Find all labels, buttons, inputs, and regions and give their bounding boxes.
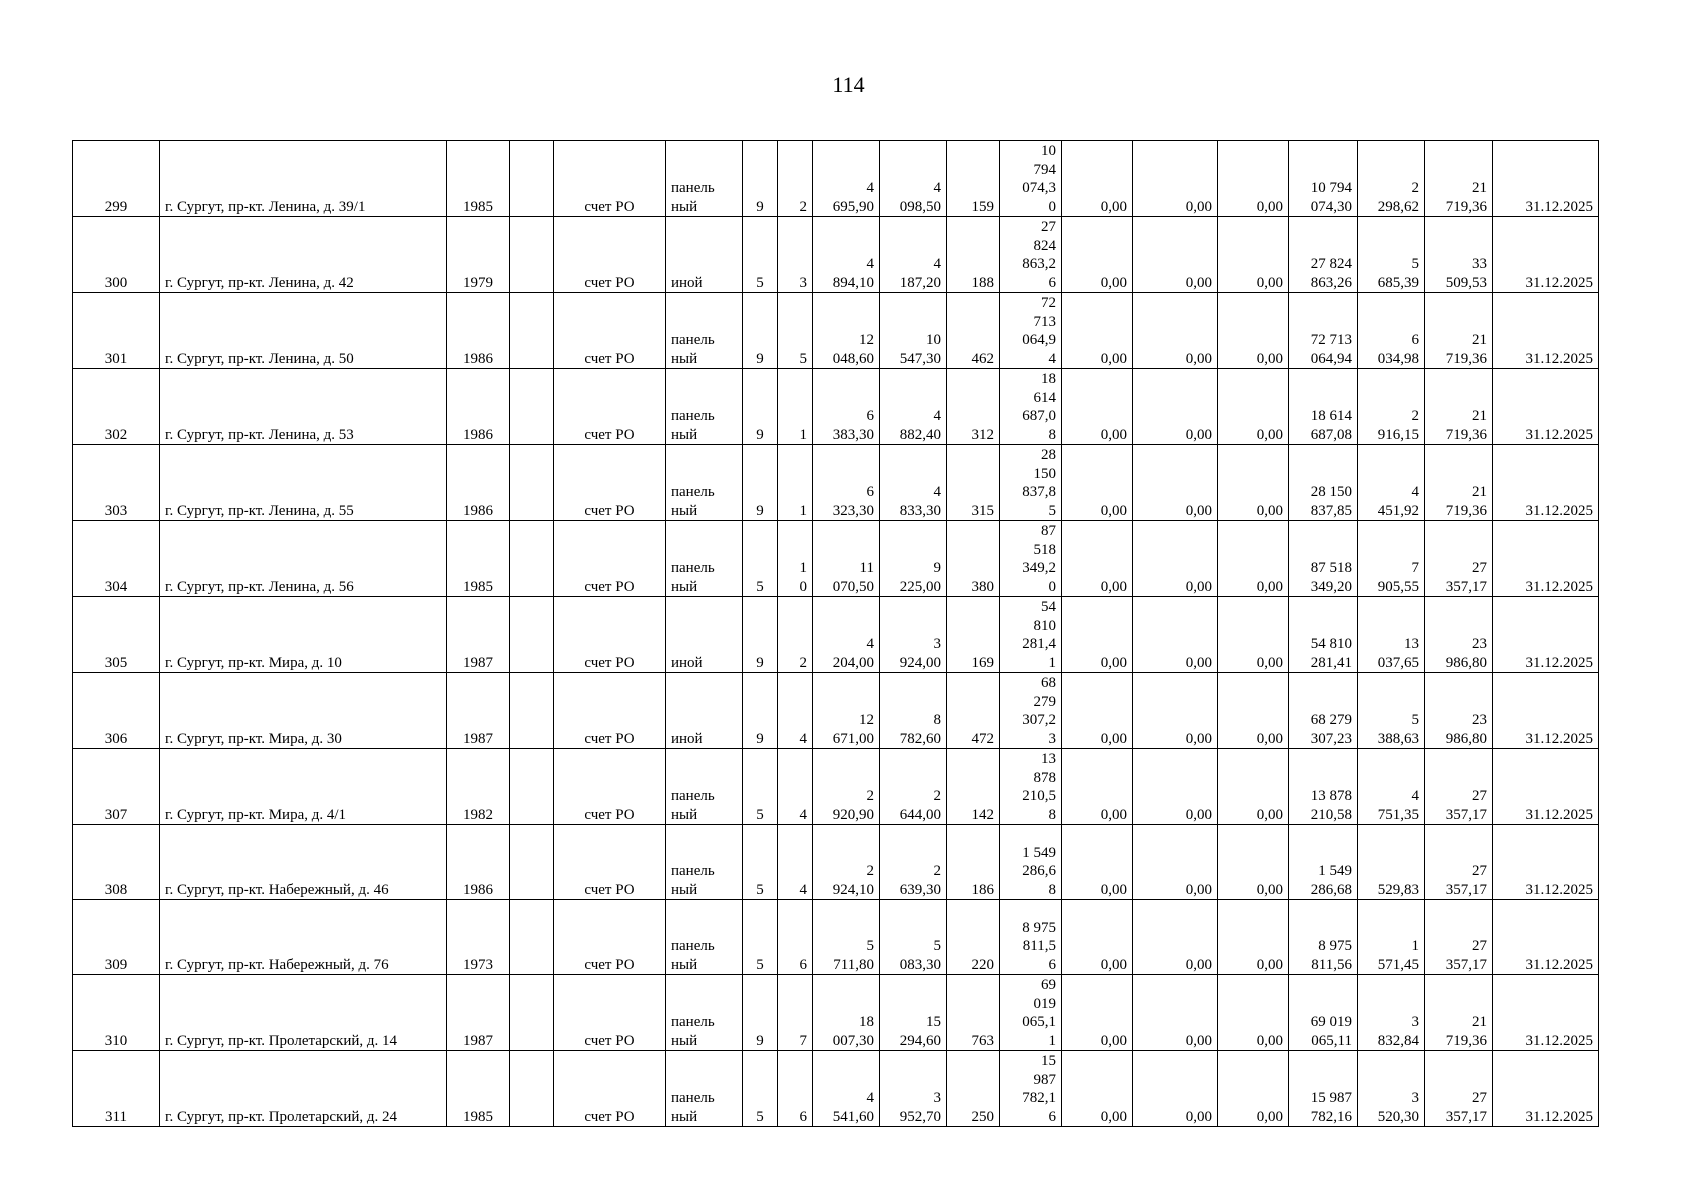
cell-cost-limit: 23 986,80 bbox=[1425, 597, 1493, 673]
cell-entrances-count: 7 bbox=[778, 975, 813, 1051]
cell-total-area: 12 671,00 bbox=[813, 673, 880, 749]
cell-address: г. Сургут, пр-кт. Набережный, д. 76 bbox=[160, 900, 447, 975]
table-row bbox=[73, 975, 1599, 1051]
table-row bbox=[73, 673, 1599, 749]
cell-floors-count: 9 bbox=[743, 369, 778, 445]
cell-funds-federal: 0,00 bbox=[1062, 825, 1133, 900]
cell-row-number: 308 bbox=[73, 825, 160, 900]
cell-repair-cost: 27 824 863,2 6 bbox=[1000, 217, 1062, 293]
cell-address: г. Сургут, пр-кт. Ленина, д. 50 bbox=[160, 293, 447, 369]
cell-wall-material: панель ный bbox=[666, 975, 743, 1051]
cell-total-area: 2 920,90 bbox=[813, 749, 880, 825]
cell-residents-count: 315 bbox=[947, 445, 1000, 521]
cell-unit-cost: 5 685,39 bbox=[1358, 217, 1425, 293]
cell-residents-count: 763 bbox=[947, 975, 1000, 1051]
cell-funds-local: 0,00 bbox=[1218, 749, 1289, 825]
cell-cost-limit: 21 719,36 bbox=[1425, 369, 1493, 445]
cell-unit-cost: 4 451,92 bbox=[1358, 445, 1425, 521]
cell-funds-local: 0,00 bbox=[1218, 673, 1289, 749]
cell-funds-regional: 0,00 bbox=[1133, 825, 1218, 900]
cell-entrances-count: 4 bbox=[778, 825, 813, 900]
cell-address: г. Сургут, пр-кт. Мира, д. 4/1 bbox=[160, 749, 447, 825]
cell-completion-date: 31.12.2025 bbox=[1493, 521, 1599, 597]
cell-fund-method: счет РО bbox=[554, 293, 666, 369]
cell-living-area: 2 639,30 bbox=[880, 825, 947, 900]
cell-address: г. Сургут, пр-кт. Мира, д. 10 bbox=[160, 597, 447, 673]
cell-floors-count: 9 bbox=[743, 293, 778, 369]
cell-unit-cost: 1 571,45 bbox=[1358, 900, 1425, 975]
cell-funds-regional: 0,00 bbox=[1133, 597, 1218, 673]
cell-total-area: 12 048,60 bbox=[813, 293, 880, 369]
table-row bbox=[73, 293, 1599, 369]
cell-owners-funds: 69 019 065,11 bbox=[1289, 975, 1358, 1051]
cell-cost-limit: 23 986,80 bbox=[1425, 673, 1493, 749]
cell-address: г. Сургут, пр-кт. Ленина, д. 55 bbox=[160, 445, 447, 521]
cell-fund-method: счет РО bbox=[554, 217, 666, 293]
cell-completion-date: 31.12.2025 bbox=[1493, 749, 1599, 825]
cell-funds-local: 0,00 bbox=[1218, 825, 1289, 900]
cell-completion-date: 31.12.2025 bbox=[1493, 293, 1599, 369]
cell-funds-regional: 0,00 bbox=[1133, 1051, 1218, 1127]
cell-living-area: 9 225,00 bbox=[880, 521, 947, 597]
cell-entrances-count: 2 bbox=[778, 597, 813, 673]
cell-blank-cell bbox=[510, 975, 554, 1051]
cell-commission-year: 1973 bbox=[447, 900, 510, 975]
cell-total-area: 4 541,60 bbox=[813, 1051, 880, 1127]
cell-fund-method: счет РО bbox=[554, 975, 666, 1051]
cell-address: г. Сургут, пр-кт. Мира, д. 30 bbox=[160, 673, 447, 749]
table-row bbox=[73, 445, 1599, 521]
cell-address: г. Сургут, пр-кт. Пролетарский, д. 24 bbox=[160, 1051, 447, 1127]
cell-address: г. Сургут, пр-кт. Ленина, д. 42 bbox=[160, 217, 447, 293]
cell-repair-cost: 54 810 281,4 1 bbox=[1000, 597, 1062, 673]
cell-blank-cell bbox=[510, 597, 554, 673]
cell-completion-date: 31.12.2025 bbox=[1493, 673, 1599, 749]
cell-cost-limit: 21 719,36 bbox=[1425, 975, 1493, 1051]
cell-floors-count: 5 bbox=[743, 900, 778, 975]
cell-total-area: 5 711,80 bbox=[813, 900, 880, 975]
cell-commission-year: 1987 bbox=[447, 673, 510, 749]
cell-address: г. Сургут, пр-кт. Пролетарский, д. 14 bbox=[160, 975, 447, 1051]
cell-blank-cell bbox=[510, 900, 554, 975]
cell-residents-count: 462 bbox=[947, 293, 1000, 369]
cell-blank-cell bbox=[510, 369, 554, 445]
cell-owners-funds: 27 824 863,26 bbox=[1289, 217, 1358, 293]
cell-wall-material: иной bbox=[666, 673, 743, 749]
cell-commission-year: 1986 bbox=[447, 445, 510, 521]
cell-residents-count: 380 bbox=[947, 521, 1000, 597]
cell-cost-limit: 33 509,53 bbox=[1425, 217, 1493, 293]
cell-row-number: 309 bbox=[73, 900, 160, 975]
cell-owners-funds: 72 713 064,94 bbox=[1289, 293, 1358, 369]
cell-floors-count: 5 bbox=[743, 521, 778, 597]
cell-funds-federal: 0,00 bbox=[1062, 900, 1133, 975]
cell-residents-count: 142 bbox=[947, 749, 1000, 825]
cell-unit-cost: 3 832,84 bbox=[1358, 975, 1425, 1051]
cell-unit-cost: 13 037,65 bbox=[1358, 597, 1425, 673]
cell-funds-federal: 0,00 bbox=[1062, 597, 1133, 673]
cell-address: г. Сургут, пр-кт. Ленина, д. 53 bbox=[160, 369, 447, 445]
table-row bbox=[73, 1051, 1599, 1127]
cell-row-number: 304 bbox=[73, 521, 160, 597]
cell-living-area: 4 833,30 bbox=[880, 445, 947, 521]
cell-wall-material: панель ный bbox=[666, 141, 743, 217]
cell-owners-funds: 8 975 811,56 bbox=[1289, 900, 1358, 975]
cell-total-area: 4 204,00 bbox=[813, 597, 880, 673]
cell-floors-count: 9 bbox=[743, 445, 778, 521]
cell-funds-regional: 0,00 bbox=[1133, 141, 1218, 217]
cell-owners-funds: 18 614 687,08 bbox=[1289, 369, 1358, 445]
cell-completion-date: 31.12.2025 bbox=[1493, 445, 1599, 521]
cell-blank-cell bbox=[510, 521, 554, 597]
cell-funds-federal: 0,00 bbox=[1062, 975, 1133, 1051]
cell-fund-method: счет РО bbox=[554, 141, 666, 217]
cell-floors-count: 9 bbox=[743, 975, 778, 1051]
cell-wall-material: панель ный bbox=[666, 900, 743, 975]
cell-funds-local: 0,00 bbox=[1218, 900, 1289, 975]
cell-total-area: 18 007,30 bbox=[813, 975, 880, 1051]
cell-floors-count: 5 bbox=[743, 749, 778, 825]
cell-funds-federal: 0,00 bbox=[1062, 673, 1133, 749]
cell-funds-federal: 0,00 bbox=[1062, 749, 1133, 825]
cell-row-number: 311 bbox=[73, 1051, 160, 1127]
cell-funds-local: 0,00 bbox=[1218, 369, 1289, 445]
cell-repair-cost: 72 713 064,9 4 bbox=[1000, 293, 1062, 369]
cell-fund-method: счет РО bbox=[554, 900, 666, 975]
cell-repair-cost: 18 614 687,0 8 bbox=[1000, 369, 1062, 445]
cell-repair-cost: 10 794 074,3 0 bbox=[1000, 141, 1062, 217]
cell-total-area: 4 695,90 bbox=[813, 141, 880, 217]
cell-commission-year: 1985 bbox=[447, 1051, 510, 1127]
cell-row-number: 299 bbox=[73, 141, 160, 217]
cell-row-number: 305 bbox=[73, 597, 160, 673]
cell-unit-cost: 2 298,62 bbox=[1358, 141, 1425, 217]
cell-owners-funds: 13 878 210,58 bbox=[1289, 749, 1358, 825]
cell-floors-count: 5 bbox=[743, 1051, 778, 1127]
cell-unit-cost: 2 916,15 bbox=[1358, 369, 1425, 445]
cell-residents-count: 250 bbox=[947, 1051, 1000, 1127]
cell-floors-count: 5 bbox=[743, 217, 778, 293]
cell-living-area: 4 187,20 bbox=[880, 217, 947, 293]
table-row bbox=[73, 900, 1599, 975]
cell-blank-cell bbox=[510, 673, 554, 749]
cell-row-number: 307 bbox=[73, 749, 160, 825]
cell-floors-count: 9 bbox=[743, 141, 778, 217]
cell-funds-regional: 0,00 bbox=[1133, 217, 1218, 293]
cell-wall-material: иной bbox=[666, 597, 743, 673]
cell-owners-funds: 15 987 782,16 bbox=[1289, 1051, 1358, 1127]
cell-residents-count: 186 bbox=[947, 825, 1000, 900]
cell-floors-count: 9 bbox=[743, 597, 778, 673]
cell-living-area: 15 294,60 bbox=[880, 975, 947, 1051]
cell-funds-local: 0,00 bbox=[1218, 293, 1289, 369]
cell-funds-regional: 0,00 bbox=[1133, 975, 1218, 1051]
cell-funds-local: 0,00 bbox=[1218, 521, 1289, 597]
cell-owners-funds: 87 518 349,20 bbox=[1289, 521, 1358, 597]
cell-completion-date: 31.12.2025 bbox=[1493, 217, 1599, 293]
cell-cost-limit: 21 719,36 bbox=[1425, 293, 1493, 369]
cell-cost-limit: 27 357,17 bbox=[1425, 749, 1493, 825]
cell-funds-regional: 0,00 bbox=[1133, 749, 1218, 825]
cell-owners-funds: 10 794 074,30 bbox=[1289, 141, 1358, 217]
cell-address: г. Сургут, пр-кт. Ленина, д. 39/1 bbox=[160, 141, 447, 217]
cell-fund-method: счет РО bbox=[554, 445, 666, 521]
cell-wall-material: панель ный bbox=[666, 293, 743, 369]
cell-completion-date: 31.12.2025 bbox=[1493, 900, 1599, 975]
cell-wall-material: панель ный bbox=[666, 369, 743, 445]
cell-cost-limit: 27 357,17 bbox=[1425, 900, 1493, 975]
cell-living-area: 3 924,00 bbox=[880, 597, 947, 673]
cell-wall-material: панель ный bbox=[666, 1051, 743, 1127]
page-number: 114 bbox=[832, 72, 865, 97]
table-row bbox=[73, 141, 1599, 217]
cell-funds-local: 0,00 bbox=[1218, 217, 1289, 293]
cell-owners-funds: 68 279 307,23 bbox=[1289, 673, 1358, 749]
cell-funds-regional: 0,00 bbox=[1133, 293, 1218, 369]
cell-funds-regional: 0,00 bbox=[1133, 521, 1218, 597]
cell-commission-year: 1982 bbox=[447, 749, 510, 825]
cell-floors-count: 9 bbox=[743, 673, 778, 749]
cell-floors-count: 5 bbox=[743, 825, 778, 900]
cell-repair-cost: 69 019 065,1 1 bbox=[1000, 975, 1062, 1051]
cell-total-area: 4 894,10 bbox=[813, 217, 880, 293]
cell-entrances-count: 1 bbox=[778, 369, 813, 445]
cell-funds-local: 0,00 bbox=[1218, 1051, 1289, 1127]
cell-row-number: 310 bbox=[73, 975, 160, 1051]
cell-row-number: 300 bbox=[73, 217, 160, 293]
cell-entrances-count: 6 bbox=[778, 1051, 813, 1127]
cell-living-area: 2 644,00 bbox=[880, 749, 947, 825]
cell-blank-cell bbox=[510, 293, 554, 369]
cell-completion-date: 31.12.2025 bbox=[1493, 141, 1599, 217]
cell-commission-year: 1986 bbox=[447, 293, 510, 369]
table-row bbox=[73, 749, 1599, 825]
cell-blank-cell bbox=[510, 217, 554, 293]
cell-repair-cost: 28 150 837,8 5 bbox=[1000, 445, 1062, 521]
cell-wall-material: панель ный bbox=[666, 749, 743, 825]
cell-residents-count: 169 bbox=[947, 597, 1000, 673]
cell-cost-limit: 21 719,36 bbox=[1425, 141, 1493, 217]
cell-entrances-count: 3 bbox=[778, 217, 813, 293]
cell-funds-local: 0,00 bbox=[1218, 141, 1289, 217]
cell-fund-method: счет РО bbox=[554, 1051, 666, 1127]
cell-funds-federal: 0,00 bbox=[1062, 1051, 1133, 1127]
cell-commission-year: 1987 bbox=[447, 975, 510, 1051]
cell-fund-method: счет РО bbox=[554, 521, 666, 597]
cell-cost-limit: 27 357,17 bbox=[1425, 521, 1493, 597]
table-row bbox=[73, 521, 1599, 597]
cell-residents-count: 159 bbox=[947, 141, 1000, 217]
cell-row-number: 301 bbox=[73, 293, 160, 369]
cell-row-number: 306 bbox=[73, 673, 160, 749]
cell-address: г. Сургут, пр-кт. Набережный, д. 46 bbox=[160, 825, 447, 900]
cell-cost-limit: 21 719,36 bbox=[1425, 445, 1493, 521]
cell-total-area: 2 924,10 bbox=[813, 825, 880, 900]
cell-row-number: 302 bbox=[73, 369, 160, 445]
cell-funds-regional: 0,00 bbox=[1133, 369, 1218, 445]
cell-living-area: 8 782,60 bbox=[880, 673, 947, 749]
cell-address: г. Сургут, пр-кт. Ленина, д. 56 bbox=[160, 521, 447, 597]
housing-registry-table bbox=[72, 140, 1599, 1127]
cell-owners-funds: 54 810 281,41 bbox=[1289, 597, 1358, 673]
cell-repair-cost: 87 518 349,2 0 bbox=[1000, 521, 1062, 597]
cell-fund-method: счет РО bbox=[554, 825, 666, 900]
cell-funds-federal: 0,00 bbox=[1062, 217, 1133, 293]
cell-entrances-count: 1 0 bbox=[778, 521, 813, 597]
cell-residents-count: 188 bbox=[947, 217, 1000, 293]
cell-residents-count: 312 bbox=[947, 369, 1000, 445]
cell-total-area: 6 323,30 bbox=[813, 445, 880, 521]
cell-blank-cell bbox=[510, 141, 554, 217]
cell-wall-material: панель ный bbox=[666, 825, 743, 900]
cell-entrances-count: 5 bbox=[778, 293, 813, 369]
cell-residents-count: 472 bbox=[947, 673, 1000, 749]
cell-blank-cell bbox=[510, 445, 554, 521]
cell-unit-cost: 529,83 bbox=[1358, 825, 1425, 900]
cell-repair-cost: 1 549 286,6 8 bbox=[1000, 825, 1062, 900]
cell-funds-federal: 0,00 bbox=[1062, 141, 1133, 217]
cell-unit-cost: 4 751,35 bbox=[1358, 749, 1425, 825]
cell-funds-regional: 0,00 bbox=[1133, 445, 1218, 521]
cell-wall-material: панель ный bbox=[666, 521, 743, 597]
cell-funds-federal: 0,00 bbox=[1062, 369, 1133, 445]
cell-living-area: 10 547,30 bbox=[880, 293, 947, 369]
cell-funds-local: 0,00 bbox=[1218, 975, 1289, 1051]
cell-blank-cell bbox=[510, 749, 554, 825]
cell-residents-count: 220 bbox=[947, 900, 1000, 975]
table-row bbox=[73, 369, 1599, 445]
table-row bbox=[73, 825, 1599, 900]
cell-funds-regional: 0,00 bbox=[1133, 900, 1218, 975]
cell-unit-cost: 6 034,98 bbox=[1358, 293, 1425, 369]
cell-living-area: 4 098,50 bbox=[880, 141, 947, 217]
cell-completion-date: 31.12.2025 bbox=[1493, 597, 1599, 673]
cell-unit-cost: 5 388,63 bbox=[1358, 673, 1425, 749]
cell-commission-year: 1985 bbox=[447, 141, 510, 217]
cell-funds-regional: 0,00 bbox=[1133, 673, 1218, 749]
cell-wall-material: панель ный bbox=[666, 445, 743, 521]
cell-commission-year: 1986 bbox=[447, 369, 510, 445]
cell-entrances-count: 1 bbox=[778, 445, 813, 521]
cell-funds-federal: 0,00 bbox=[1062, 293, 1133, 369]
cell-repair-cost: 8 975 811,5 6 bbox=[1000, 900, 1062, 975]
cell-repair-cost: 68 279 307,2 3 bbox=[1000, 673, 1062, 749]
cell-living-area: 4 882,40 bbox=[880, 369, 947, 445]
cell-owners-funds: 1 549 286,68 bbox=[1289, 825, 1358, 900]
cell-commission-year: 1979 bbox=[447, 217, 510, 293]
cell-commission-year: 1987 bbox=[447, 597, 510, 673]
cell-fund-method: счет РО bbox=[554, 369, 666, 445]
cell-entrances-count: 4 bbox=[778, 749, 813, 825]
cell-unit-cost: 7 905,55 bbox=[1358, 521, 1425, 597]
cell-entrances-count: 6 bbox=[778, 900, 813, 975]
cell-entrances-count: 4 bbox=[778, 673, 813, 749]
cell-cost-limit: 27 357,17 bbox=[1425, 1051, 1493, 1127]
table-row bbox=[73, 597, 1599, 673]
cell-living-area: 3 952,70 bbox=[880, 1051, 947, 1127]
cell-completion-date: 31.12.2025 bbox=[1493, 975, 1599, 1051]
cell-row-number: 303 bbox=[73, 445, 160, 521]
cell-fund-method: счет РО bbox=[554, 749, 666, 825]
cell-total-area: 6 383,30 bbox=[813, 369, 880, 445]
cell-unit-cost: 3 520,30 bbox=[1358, 1051, 1425, 1127]
cell-completion-date: 31.12.2025 bbox=[1493, 369, 1599, 445]
cell-owners-funds: 28 150 837,85 bbox=[1289, 445, 1358, 521]
cell-repair-cost: 13 878 210,5 8 bbox=[1000, 749, 1062, 825]
table-row bbox=[73, 217, 1599, 293]
cell-funds-local: 0,00 bbox=[1218, 445, 1289, 521]
cell-funds-local: 0,00 bbox=[1218, 597, 1289, 673]
cell-entrances-count: 2 bbox=[778, 141, 813, 217]
cell-blank-cell bbox=[510, 825, 554, 900]
cell-fund-method: счет РО bbox=[554, 597, 666, 673]
cell-funds-federal: 0,00 bbox=[1062, 445, 1133, 521]
cell-cost-limit: 27 357,17 bbox=[1425, 825, 1493, 900]
cell-total-area: 11 070,50 bbox=[813, 521, 880, 597]
cell-completion-date: 31.12.2025 bbox=[1493, 1051, 1599, 1127]
cell-commission-year: 1985 bbox=[447, 521, 510, 597]
cell-funds-federal: 0,00 bbox=[1062, 521, 1133, 597]
cell-living-area: 5 083,30 bbox=[880, 900, 947, 975]
cell-blank-cell bbox=[510, 1051, 554, 1127]
cell-completion-date: 31.12.2025 bbox=[1493, 825, 1599, 900]
cell-repair-cost: 15 987 782,1 6 bbox=[1000, 1051, 1062, 1127]
cell-fund-method: счет РО bbox=[554, 673, 666, 749]
cell-wall-material: иной bbox=[666, 217, 743, 293]
cell-commission-year: 1986 bbox=[447, 825, 510, 900]
